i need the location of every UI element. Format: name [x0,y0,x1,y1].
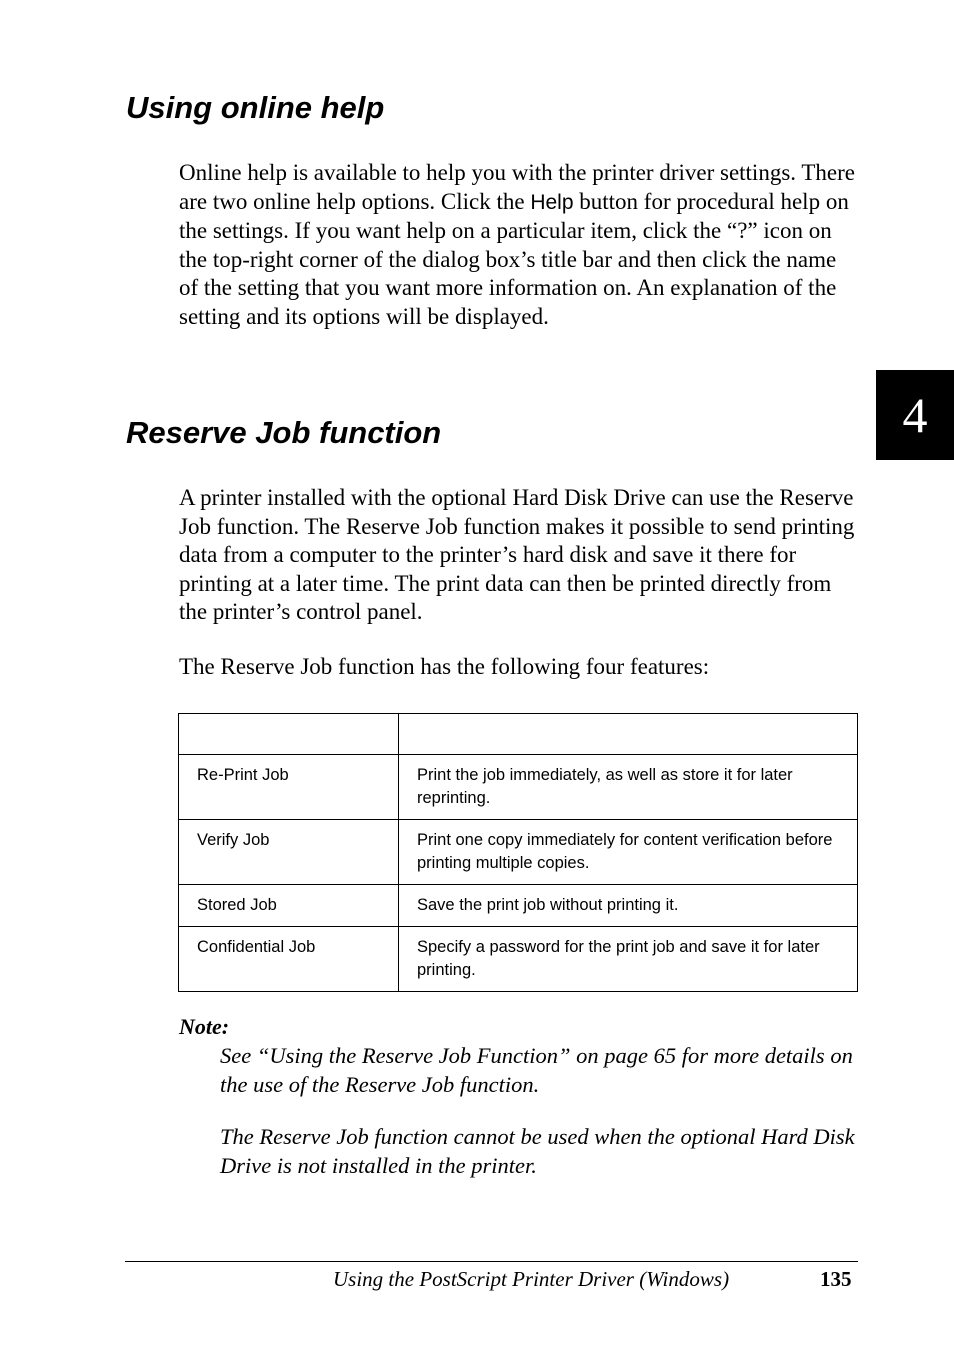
note-label: Note: [179,1014,230,1039]
note-item: See “Using the Reserve Job Function” on page 65 for more details on the use of the Reserve Job function. [220,1043,853,1097]
feature-name: Stored Job [179,885,399,927]
section-heading-online-help: Using online help [126,90,385,125]
features-table [178,713,858,992]
table-header-cell [399,714,858,755]
feature-description: Print the job immediately, as well as store it for later reprinting. [399,755,858,820]
table-row [179,755,858,820]
section-heading-reserve-job: Reserve Job function [126,415,442,450]
chapter-tab: 4 [876,370,954,460]
feature-name: Re-Print Job [179,755,399,820]
footer-chapter-title: Using the PostScript Printer Driver (Windows) [333,1267,730,1291]
online-help-text-before: Online help is available to help you with the printer driver settings. There are two online help options. Click the [179,160,855,214]
table-row [179,885,858,927]
table-header-cell [179,714,399,755]
table-header-row [179,714,858,755]
table-row [179,927,858,992]
help-button-reference: Help [530,190,574,214]
reserve-job-paragraph: A printer installed with the optional Hard Disk Drive can use the Reserve Job function. The Reserve Job function makes it possible to send printing data from a computer to the printer’s hard disk and save it there for printing at a later time. The print data can then be printed directly from the printer’s control panel. [179,485,855,624]
feature-description: Save the print job without printing it. [399,885,858,927]
table-row [179,820,858,885]
feature-description: Print one copy immediately for content verification before printing multiple copies. [399,820,858,885]
note-item: The Reserve Job function cannot be used when the optional Hard Disk Drive is not installed in the printer. [220,1124,855,1178]
online-help-text-after: button for procedural help on the settings. If you want help on a particular item, click the “?” icon on the top-right corner of the dialog box’s title bar and then click the name of the setting that you want more information on. An explanation of the setting and its options will be displayed. [179,188,849,329]
feature-name: Confidential Job [179,927,399,992]
feature-name: Verify Job [179,820,399,885]
feature-description: Specify a password for the print job and save it for later printing. [399,927,858,992]
online-help-paragraph [179,159,859,331]
features-intro-paragraph: The Reserve Job function has the following four features: [179,654,710,679]
footer-rule [125,1261,858,1262]
page-number: 135 [820,1267,852,1291]
